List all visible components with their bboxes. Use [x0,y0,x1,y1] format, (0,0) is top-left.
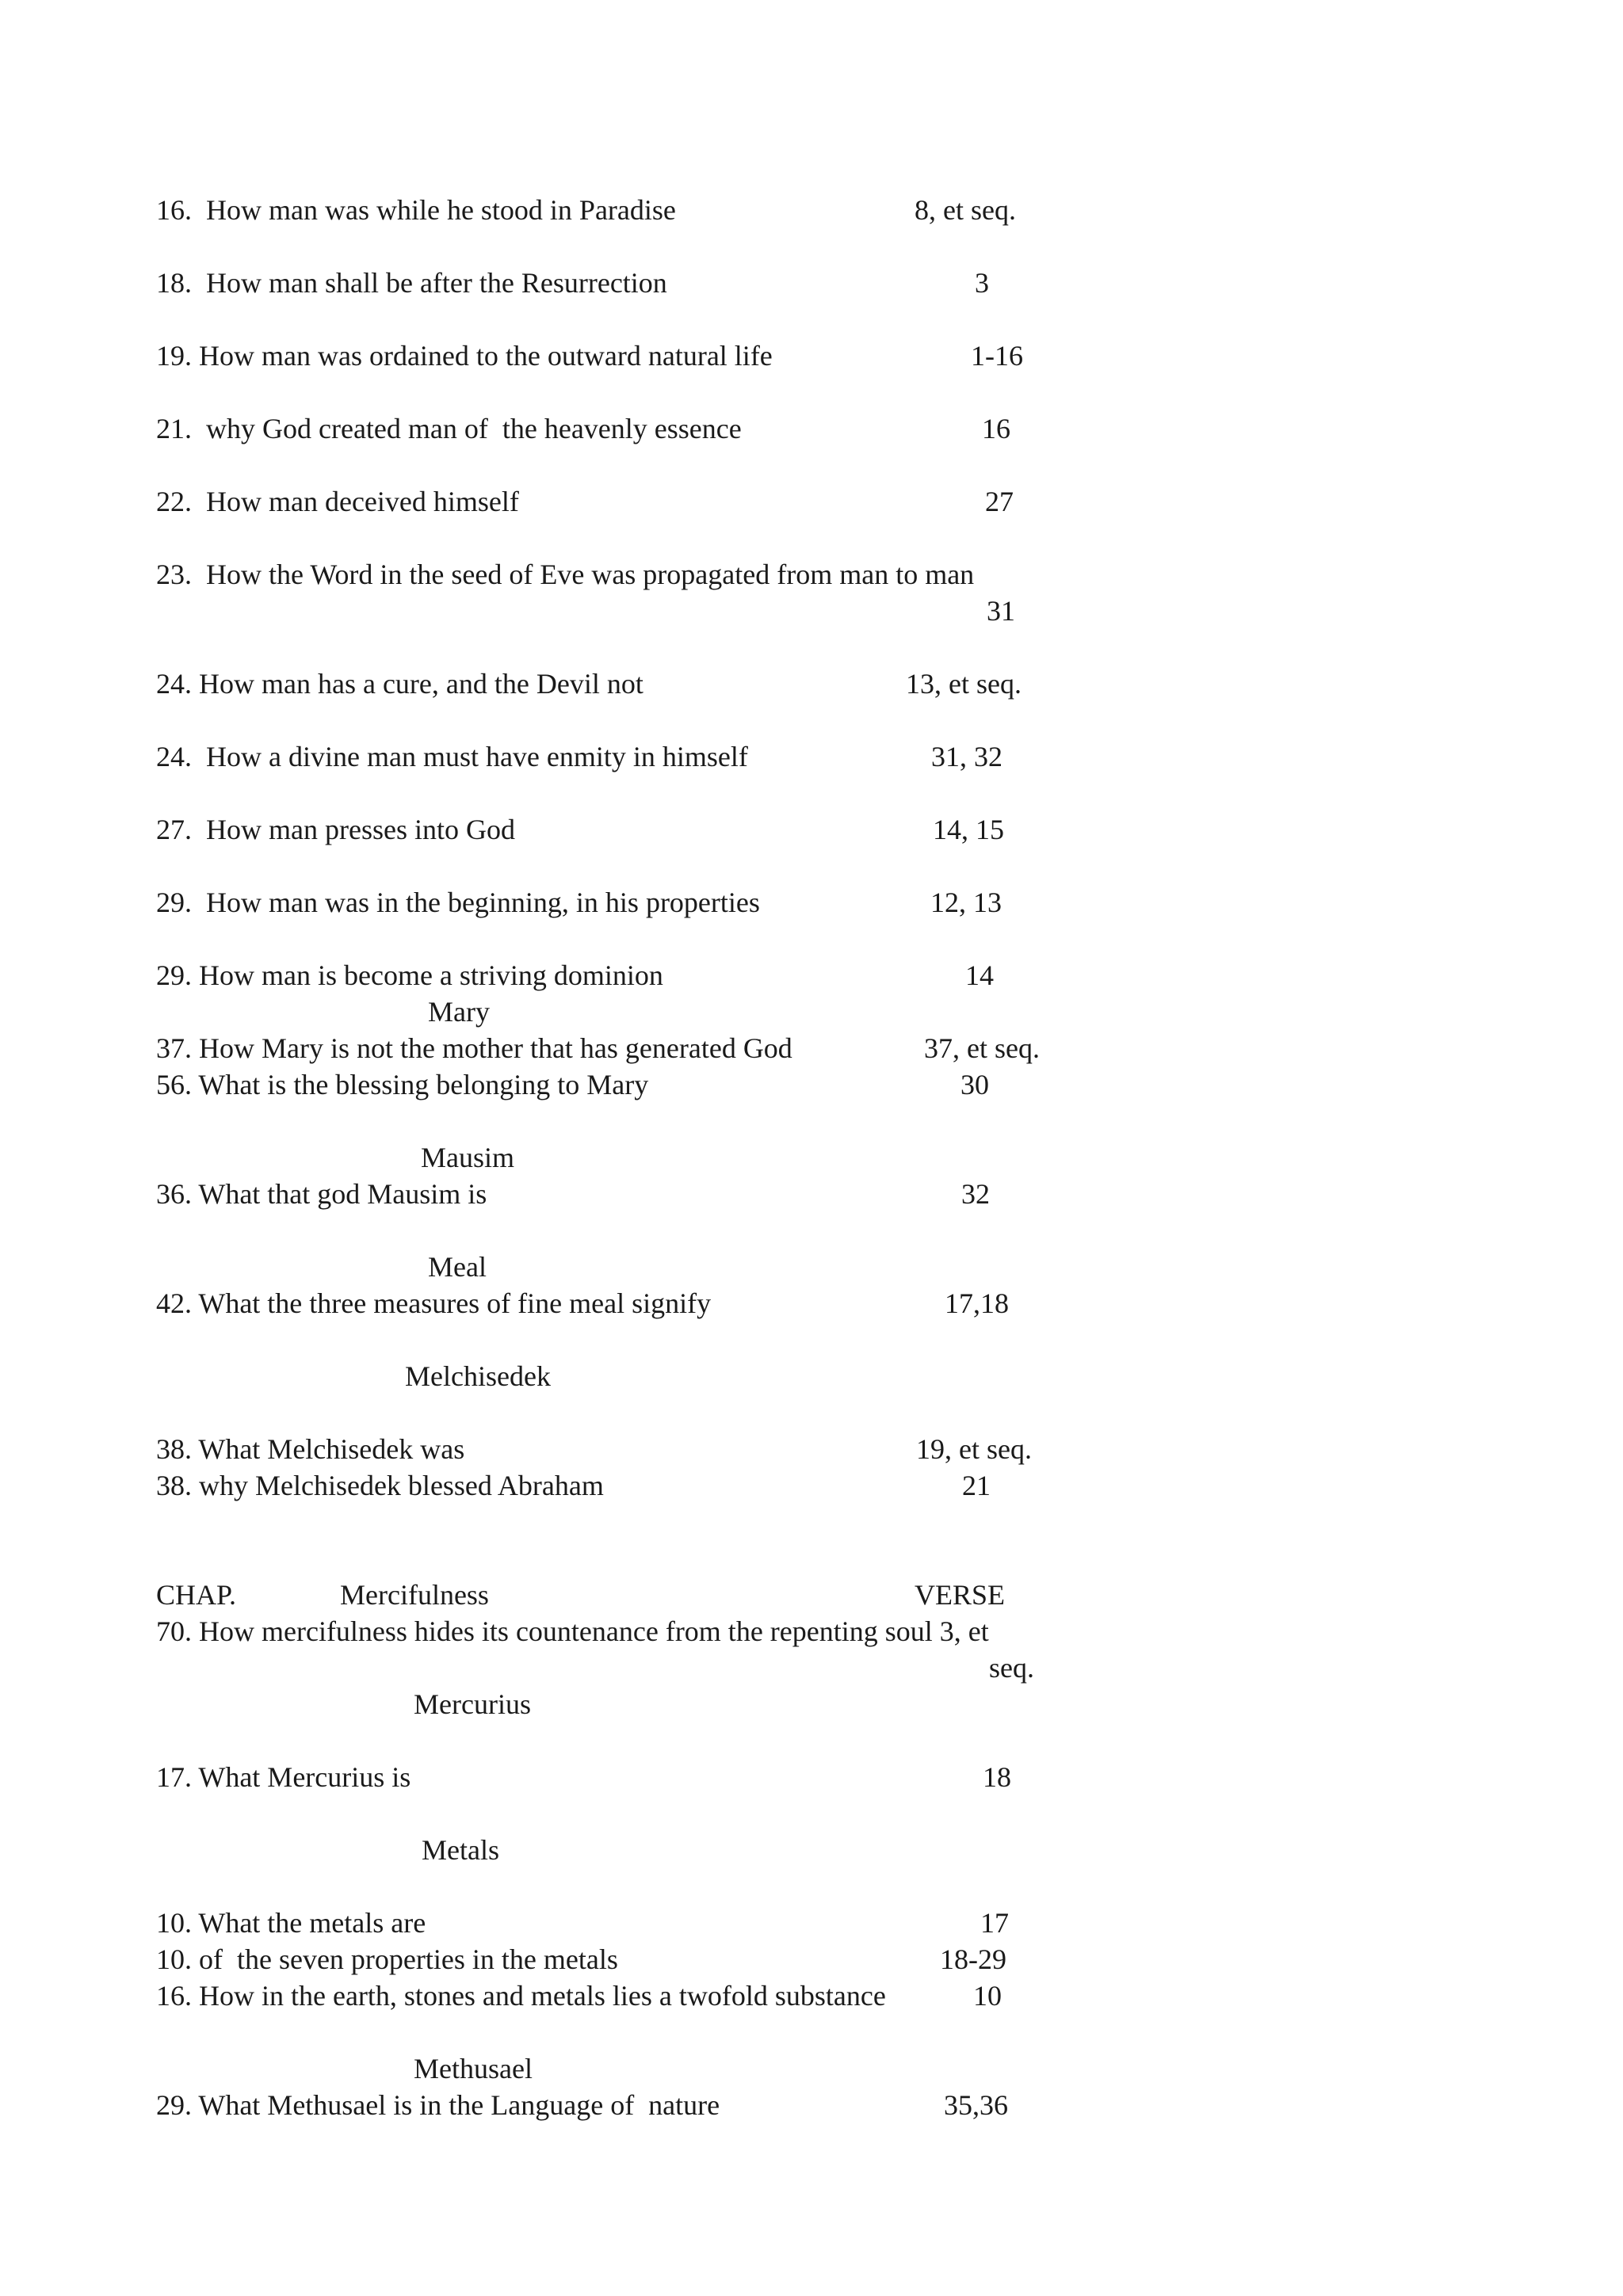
entry-text: 56. What is the blessing belonging to Mary [156,1069,649,1100]
entry-text: 36. What that god Mausim is [156,1178,487,1210]
entry-ref: 35,36 [944,2089,1008,2121]
entry-text: 38. What Melchisedek was [156,1433,465,1465]
entry-text: 16. How man was while he stood in Paradise [156,194,676,226]
section-heading: Mercifulness [340,1579,489,1611]
entry-ref: 21 [962,1470,991,1501]
entry-ref: 32 [961,1178,990,1210]
column-header-chap: CHAP. [156,1579,237,1611]
entry-text: 24. How man has a cure, and the Devil not [156,668,643,700]
entry-ref: 8, et seq. [915,194,1016,226]
entry-ref: 30 [960,1069,989,1100]
entry-text: 29. How man was in the beginning, in his properties [156,887,760,918]
entry-ref: 31, 32 [931,741,1002,772]
entry-text: 10. What the metals are [156,1907,426,1939]
section-heading: Mercurius [414,1688,531,1720]
section-heading: Mausim [421,1142,515,1173]
entry-text: 16. How in the earth, stones and metals lies a twofold substance [156,1980,886,2012]
section-heading: Meal [428,1251,487,1283]
entry-ref: 31 [987,595,1015,627]
entry-ref: 13, et seq. [906,668,1022,700]
entry-ref: 10 [973,1980,1002,2012]
entry-ref: 18-29 [940,1943,1006,1975]
section-heading: Metals [422,1834,499,1866]
entry-ref: 17,18 [945,1287,1009,1319]
entry-text: 70. How mercifulness hides its countenance from the repenting soul 3, et [156,1615,989,1647]
entry-text: 27. How man presses into God [156,814,515,845]
entry-text: 24. How a divine man must have enmity in himself [156,741,748,772]
entry-text: 18. How man shall be after the Resurrection [156,267,667,299]
section-heading: Melchisedek [405,1360,551,1392]
entry-text: 29. What Methusael is in the Language of nature [156,2089,720,2121]
entry-text: 23. How the Word in the seed of Eve was propagated from man to man [156,559,975,590]
section-heading: Mary [428,996,490,1028]
entry-text: 22. How man deceived himself [156,486,519,517]
entry-text: 21. why God created man of the heavenly essence [156,413,742,444]
entry-ref: 17 [980,1907,1009,1939]
entry-ref: 37, et seq. [924,1032,1040,1064]
entry-ref: seq. [989,1652,1034,1684]
entry-ref: 19, et seq. [916,1433,1032,1465]
column-header-verse: VERSE [915,1579,1006,1611]
entry-ref: 18 [983,1761,1011,1793]
entry-ref: 27 [985,486,1014,517]
entry-text: 10. of the seven properties in the metals [156,1943,618,1975]
entry-text: 42. What the three measures of fine meal signify [156,1287,712,1319]
entry-ref: 12, 13 [930,887,1002,918]
section-heading: Methusael [414,2053,533,2084]
entry-text: 37. How Mary is not the mother that has generated God [156,1032,792,1064]
entry-text: 17. What Mercurius is [156,1761,411,1793]
entry-ref: 3 [975,267,989,299]
entry-ref: 1-16 [971,340,1023,372]
entry-text: 29. How man is become a striving dominion [156,959,663,991]
entry-ref: 16 [982,413,1010,444]
entry-ref: 14, 15 [933,814,1004,845]
entry-text: 38. why Melchisedek blessed Abraham [156,1470,604,1501]
entry-text: 19. How man was ordained to the outward natural life [156,340,773,372]
entry-ref: 14 [965,959,994,991]
